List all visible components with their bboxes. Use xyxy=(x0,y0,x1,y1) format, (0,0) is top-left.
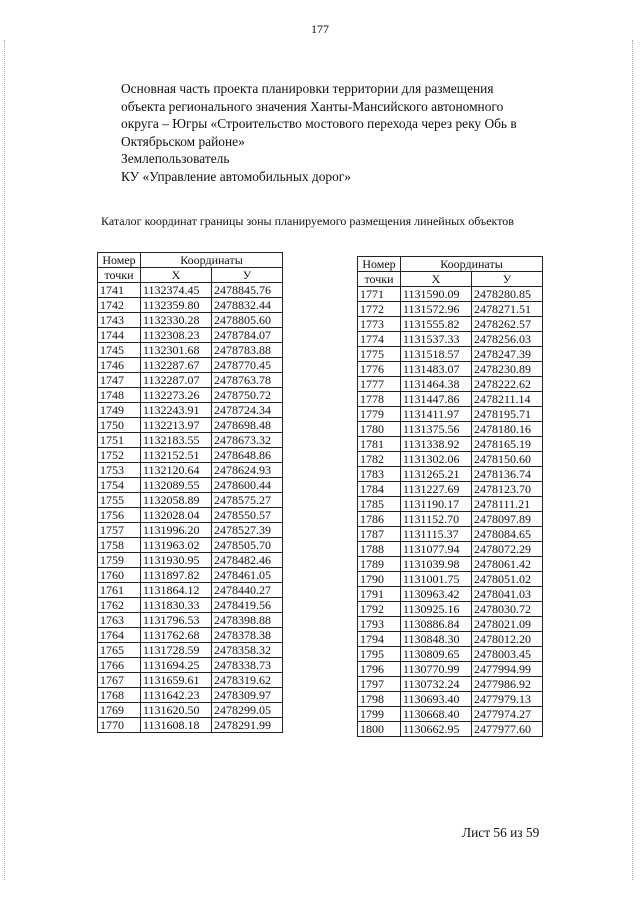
table-row xyxy=(358,617,543,632)
y-coordinate-cell: 2478724.34 xyxy=(212,403,283,418)
x-coordinate-cell: 1131642.23 xyxy=(141,688,212,703)
point-number-cell: 1757 xyxy=(98,523,141,538)
y-coordinate-cell: 2478280.85 xyxy=(472,287,543,302)
point-number-cell: 1788 xyxy=(358,542,401,557)
point-number-cell: 1792 xyxy=(358,602,401,617)
y-coordinate-cell: 2478165.19 xyxy=(472,437,543,452)
y-coordinate-cell: 2478783.88 xyxy=(212,343,283,358)
y-coordinate-cell: 2477974.27 xyxy=(472,707,543,722)
x-coordinate-cell: 1131077.94 xyxy=(401,542,472,557)
y-coordinate-cell: 2478550.57 xyxy=(212,508,283,523)
header-line: Октябрьском районе» xyxy=(121,133,245,149)
x-coordinate-cell: 1131590.09 xyxy=(401,287,472,302)
point-number-cell: 1743 xyxy=(98,313,141,328)
y-coordinate-cell: 2478378.38 xyxy=(212,628,283,643)
y-coordinate-cell: 2478097.89 xyxy=(472,512,543,527)
table-row xyxy=(358,512,543,527)
table-row xyxy=(98,343,283,358)
table-row xyxy=(98,508,283,523)
x-coordinate-cell: 1131447.86 xyxy=(401,392,472,407)
y-coordinate-cell: 2478230.89 xyxy=(472,362,543,377)
y-coordinate-cell: 2477986.92 xyxy=(472,677,543,692)
x-coordinate-cell: 1130809.65 xyxy=(401,647,472,662)
x-coordinate-cell: 1131897.82 xyxy=(141,568,212,583)
table-row xyxy=(358,392,543,407)
y-coordinate-cell: 2478624.93 xyxy=(212,463,283,478)
point-number-cell: 1772 xyxy=(358,302,401,317)
x-coordinate-cell: 1132243.91 xyxy=(141,403,212,418)
x-coordinate-cell: 1132089.55 xyxy=(141,478,212,493)
point-number-cell: 1774 xyxy=(358,332,401,347)
table-row xyxy=(358,722,543,737)
table-row xyxy=(358,662,543,677)
y-coordinate-cell: 2478256.03 xyxy=(472,332,543,347)
table-row xyxy=(98,523,283,538)
x-coordinate-cell: 1130925.16 xyxy=(401,602,472,617)
x-coordinate-cell: 1131190.17 xyxy=(401,497,472,512)
y-coordinate-cell: 2478482.46 xyxy=(212,553,283,568)
y-coordinate-cell: 2478461.05 xyxy=(212,568,283,583)
point-number-cell: 1782 xyxy=(358,452,401,467)
x-coordinate-cell: 1131039.98 xyxy=(401,557,472,572)
y-coordinate-cell: 2478750.72 xyxy=(212,388,283,403)
header-line: Землепользователь xyxy=(121,151,230,167)
header-number-top: Номер xyxy=(98,253,141,268)
table-row xyxy=(98,298,283,313)
point-number-cell: 1783 xyxy=(358,467,401,482)
y-coordinate-cell: 2478030.72 xyxy=(472,602,543,617)
x-coordinate-cell: 1132152.51 xyxy=(141,448,212,463)
x-coordinate-cell: 1132359.80 xyxy=(141,298,212,313)
x-coordinate-cell: 1131411.97 xyxy=(401,407,472,422)
point-number-cell: 1771 xyxy=(358,287,401,302)
point-number-cell: 1767 xyxy=(98,673,141,688)
table-row xyxy=(98,418,283,433)
x-coordinate-cell: 1132308.23 xyxy=(141,328,212,343)
x-coordinate-cell: 1131338.92 xyxy=(401,437,472,452)
table-row xyxy=(358,542,543,557)
table-row xyxy=(98,493,283,508)
table-row xyxy=(98,568,283,583)
header-line: КУ «Управление автомобильных дорог» xyxy=(121,168,351,184)
table-row xyxy=(98,328,283,343)
x-coordinate-cell: 1131796.53 xyxy=(141,613,212,628)
document-header xyxy=(121,80,561,186)
x-coordinate-cell: 1130662.95 xyxy=(401,722,472,737)
point-number-cell: 1787 xyxy=(358,527,401,542)
point-number-cell: 1746 xyxy=(98,358,141,373)
point-number-cell: 1793 xyxy=(358,617,401,632)
table-row xyxy=(358,572,543,587)
table-row xyxy=(358,302,543,317)
header-coordinates: Координаты xyxy=(401,257,543,272)
y-coordinate-cell: 2478222.62 xyxy=(472,377,543,392)
y-coordinate-cell: 2478211.14 xyxy=(472,392,543,407)
table-row xyxy=(358,497,543,512)
point-number-cell: 1765 xyxy=(98,643,141,658)
header-line: Основная часть проекта планировки территории для размещения xyxy=(121,81,494,96)
x-coordinate-cell: 1130668.40 xyxy=(401,707,472,722)
point-number-cell: 1756 xyxy=(98,508,141,523)
y-coordinate-cell: 2478358.32 xyxy=(212,643,283,658)
point-number-cell: 1770 xyxy=(98,718,141,733)
point-number-cell: 1786 xyxy=(358,512,401,527)
table-row xyxy=(98,643,283,658)
x-coordinate-cell: 1130770.99 xyxy=(401,662,472,677)
y-coordinate-cell: 2478763.78 xyxy=(212,373,283,388)
point-number-cell: 1759 xyxy=(98,553,141,568)
x-coordinate-cell: 1132287.67 xyxy=(141,358,212,373)
table-row xyxy=(98,478,283,493)
table-row xyxy=(98,658,283,673)
x-coordinate-cell: 1132287.07 xyxy=(141,373,212,388)
table-row xyxy=(358,407,543,422)
x-coordinate-cell: 1131227.69 xyxy=(401,482,472,497)
x-coordinate-cell: 1131115.37 xyxy=(401,527,472,542)
x-coordinate-cell: 1132120.64 xyxy=(141,463,212,478)
table-row xyxy=(98,538,283,553)
x-coordinate-cell: 1131762.68 xyxy=(141,628,212,643)
point-number-cell: 1797 xyxy=(358,677,401,692)
y-coordinate-cell: 2478299.05 xyxy=(212,703,283,718)
table-row xyxy=(358,452,543,467)
y-coordinate-cell: 2478770.45 xyxy=(212,358,283,373)
point-number-cell: 1747 xyxy=(98,373,141,388)
point-number-cell: 1775 xyxy=(358,347,401,362)
header-number-bottom: точки xyxy=(98,268,141,283)
y-coordinate-cell: 2478061.42 xyxy=(472,557,543,572)
table-row xyxy=(98,313,283,328)
table-row xyxy=(358,287,543,302)
table-row xyxy=(358,467,543,482)
header-y: У xyxy=(472,272,543,287)
y-coordinate-cell: 2478012.20 xyxy=(472,632,543,647)
x-coordinate-cell: 1130732.24 xyxy=(401,677,472,692)
table-row xyxy=(358,527,543,542)
y-coordinate-cell: 2478319.62 xyxy=(212,673,283,688)
point-number-cell: 1773 xyxy=(358,317,401,332)
x-coordinate-cell: 1131001.75 xyxy=(401,572,472,587)
x-coordinate-cell: 1132273.26 xyxy=(141,388,212,403)
x-coordinate-cell: 1131830.33 xyxy=(141,598,212,613)
catalog-caption: Каталог координат границы зоны планируемого размещения линейных объектов xyxy=(101,214,514,228)
x-coordinate-cell: 1131302.06 xyxy=(401,452,472,467)
table-row xyxy=(98,373,283,388)
header-line: объекта регионального значения Ханты-Мансийского автономного xyxy=(121,98,504,114)
header-x: Х xyxy=(141,268,212,283)
y-coordinate-cell: 2478051.02 xyxy=(472,572,543,587)
right-scan-edge xyxy=(632,40,634,880)
table-row xyxy=(358,707,543,722)
y-coordinate-cell: 2478072.29 xyxy=(472,542,543,557)
x-coordinate-cell: 1131608.18 xyxy=(141,718,212,733)
y-coordinate-cell: 2478805.60 xyxy=(212,313,283,328)
y-coordinate-cell: 2478180.16 xyxy=(472,422,543,437)
x-coordinate-cell: 1131963.02 xyxy=(141,538,212,553)
point-number-cell: 1752 xyxy=(98,448,141,463)
y-coordinate-cell: 2478832.44 xyxy=(212,298,283,313)
table-row xyxy=(98,448,283,463)
table-row xyxy=(98,628,283,643)
table-row xyxy=(358,632,543,647)
y-coordinate-cell: 2477979.13 xyxy=(472,692,543,707)
y-coordinate-cell: 2478195.71 xyxy=(472,407,543,422)
x-coordinate-cell: 1132301.68 xyxy=(141,343,212,358)
x-coordinate-cell: 1131620.50 xyxy=(141,703,212,718)
point-number-cell: 1742 xyxy=(98,298,141,313)
x-coordinate-cell: 1132058.89 xyxy=(141,493,212,508)
y-coordinate-cell: 2478084.65 xyxy=(472,527,543,542)
x-coordinate-cell: 1131996.20 xyxy=(141,523,212,538)
point-number-cell: 1785 xyxy=(358,497,401,512)
table-row xyxy=(98,463,283,478)
table-row xyxy=(358,587,543,602)
y-coordinate-cell: 2478648.86 xyxy=(212,448,283,463)
point-number-cell: 1758 xyxy=(98,538,141,553)
x-coordinate-cell: 1131694.25 xyxy=(141,658,212,673)
x-coordinate-cell: 1130848.30 xyxy=(401,632,472,647)
x-coordinate-cell: 1131572.96 xyxy=(401,302,472,317)
point-number-cell: 1791 xyxy=(358,587,401,602)
table-row xyxy=(98,613,283,628)
point-number-cell: 1750 xyxy=(98,418,141,433)
table-row xyxy=(98,283,283,298)
point-number-cell: 1789 xyxy=(358,557,401,572)
point-number-cell: 1796 xyxy=(358,662,401,677)
sheet-label: Лист 56 из 59 xyxy=(462,825,540,840)
point-number-cell: 1778 xyxy=(358,392,401,407)
table-row xyxy=(358,437,543,452)
point-number-cell: 1763 xyxy=(98,613,141,628)
point-number-cell: 1779 xyxy=(358,407,401,422)
coordinates-table-right xyxy=(357,256,543,737)
y-coordinate-cell: 2478123.70 xyxy=(472,482,543,497)
y-coordinate-cell: 2478309.97 xyxy=(212,688,283,703)
x-coordinate-cell: 1131930.95 xyxy=(141,553,212,568)
y-coordinate-cell: 2478338.73 xyxy=(212,658,283,673)
point-number-cell: 1798 xyxy=(358,692,401,707)
header-number-bottom: точки xyxy=(358,272,401,287)
x-coordinate-cell: 1131537.33 xyxy=(401,332,472,347)
x-coordinate-cell: 1131728.59 xyxy=(141,643,212,658)
y-coordinate-cell: 2478398.88 xyxy=(212,613,283,628)
y-coordinate-cell: 2478291.99 xyxy=(212,718,283,733)
x-coordinate-cell: 1131152.70 xyxy=(401,512,472,527)
point-number-cell: 1753 xyxy=(98,463,141,478)
point-number-cell: 1744 xyxy=(98,328,141,343)
table-row xyxy=(98,673,283,688)
table-row xyxy=(358,317,543,332)
header-coordinates: Координаты xyxy=(141,253,283,268)
table-row xyxy=(98,388,283,403)
x-coordinate-cell: 1130963.42 xyxy=(401,587,472,602)
table-row xyxy=(98,718,283,733)
point-number-cell: 1790 xyxy=(358,572,401,587)
x-coordinate-cell: 1131464.38 xyxy=(401,377,472,392)
table-row xyxy=(358,347,543,362)
table-row xyxy=(358,602,543,617)
x-coordinate-cell: 1131864.12 xyxy=(141,583,212,598)
table-row xyxy=(358,362,543,377)
point-number-cell: 1745 xyxy=(98,343,141,358)
point-number-cell: 1751 xyxy=(98,433,141,448)
y-coordinate-cell: 2478575.27 xyxy=(212,493,283,508)
y-coordinate-cell: 2477994.99 xyxy=(472,662,543,677)
point-number-cell: 1799 xyxy=(358,707,401,722)
table-row xyxy=(98,598,283,613)
y-coordinate-cell: 2478527.39 xyxy=(212,523,283,538)
table-row xyxy=(98,358,283,373)
x-coordinate-cell: 1131483.07 xyxy=(401,362,472,377)
y-coordinate-cell: 2478419.56 xyxy=(212,598,283,613)
left-scan-edge xyxy=(4,40,6,880)
point-number-cell: 1776 xyxy=(358,362,401,377)
header-number-top: Номер xyxy=(358,257,401,272)
point-number-cell: 1748 xyxy=(98,388,141,403)
y-coordinate-cell: 2478440.27 xyxy=(212,583,283,598)
point-number-cell: 1766 xyxy=(98,658,141,673)
table-row xyxy=(358,377,543,392)
x-coordinate-cell: 1131555.82 xyxy=(401,317,472,332)
table-row xyxy=(358,332,543,347)
y-coordinate-cell: 2478505.70 xyxy=(212,538,283,553)
x-coordinate-cell: 1132028.04 xyxy=(141,508,212,523)
point-number-cell: 1754 xyxy=(98,478,141,493)
point-number-cell: 1784 xyxy=(358,482,401,497)
point-number-cell: 1794 xyxy=(358,632,401,647)
x-coordinate-cell: 1131659.61 xyxy=(141,673,212,688)
x-coordinate-cell: 1131265.21 xyxy=(401,467,472,482)
y-coordinate-cell: 2477977.60 xyxy=(472,722,543,737)
table-row xyxy=(358,422,543,437)
y-coordinate-cell: 2478111.21 xyxy=(472,497,543,512)
x-coordinate-cell: 1132374.45 xyxy=(141,283,212,298)
y-coordinate-cell: 2478600.44 xyxy=(212,478,283,493)
y-coordinate-cell: 2478698.48 xyxy=(212,418,283,433)
x-coordinate-cell: 1132183.55 xyxy=(141,433,212,448)
table-body-right xyxy=(358,287,543,737)
page-number: 177 xyxy=(311,22,329,36)
x-coordinate-cell: 1131375.56 xyxy=(401,422,472,437)
header-line: округа – Югры «Строительство мостового перехода через реку Обь в xyxy=(121,116,517,132)
point-number-cell: 1764 xyxy=(98,628,141,643)
point-number-cell: 1769 xyxy=(98,703,141,718)
y-coordinate-cell: 2478150.60 xyxy=(472,452,543,467)
y-coordinate-cell: 2478136.74 xyxy=(472,467,543,482)
y-coordinate-cell: 2478845.76 xyxy=(212,283,283,298)
y-coordinate-cell: 2478041.03 xyxy=(472,587,543,602)
y-coordinate-cell: 2478262.57 xyxy=(472,317,543,332)
table-row xyxy=(98,433,283,448)
header-y: У xyxy=(212,268,283,283)
point-number-cell: 1781 xyxy=(358,437,401,452)
table-body-left xyxy=(98,283,283,733)
table-row xyxy=(98,583,283,598)
header-x: Х xyxy=(401,272,472,287)
y-coordinate-cell: 2478673.32 xyxy=(212,433,283,448)
point-number-cell: 1760 xyxy=(98,568,141,583)
point-number-cell: 1741 xyxy=(98,283,141,298)
table-row xyxy=(358,647,543,662)
point-number-cell: 1761 xyxy=(98,583,141,598)
table-row xyxy=(98,553,283,568)
x-coordinate-cell: 1130693.40 xyxy=(401,692,472,707)
y-coordinate-cell: 2478247.39 xyxy=(472,347,543,362)
x-coordinate-cell: 1132330.28 xyxy=(141,313,212,328)
x-coordinate-cell: 1131518.57 xyxy=(401,347,472,362)
point-number-cell: 1800 xyxy=(358,722,401,737)
y-coordinate-cell: 2478021.09 xyxy=(472,617,543,632)
table-row xyxy=(358,677,543,692)
point-number-cell: 1795 xyxy=(358,647,401,662)
table-row xyxy=(98,403,283,418)
point-number-cell: 1768 xyxy=(98,688,141,703)
point-number-cell: 1777 xyxy=(358,377,401,392)
y-coordinate-cell: 2478003.45 xyxy=(472,647,543,662)
coordinates-table-left xyxy=(97,252,283,733)
table-row xyxy=(358,482,543,497)
y-coordinate-cell: 2478784.07 xyxy=(212,328,283,343)
table-row xyxy=(358,557,543,572)
point-number-cell: 1755 xyxy=(98,493,141,508)
table-row xyxy=(358,692,543,707)
point-number-cell: 1749 xyxy=(98,403,141,418)
point-number-cell: 1780 xyxy=(358,422,401,437)
point-number-cell: 1762 xyxy=(98,598,141,613)
table-row xyxy=(98,688,283,703)
table-row xyxy=(98,703,283,718)
y-coordinate-cell: 2478271.51 xyxy=(472,302,543,317)
x-coordinate-cell: 1132213.97 xyxy=(141,418,212,433)
x-coordinate-cell: 1130886.84 xyxy=(401,617,472,632)
